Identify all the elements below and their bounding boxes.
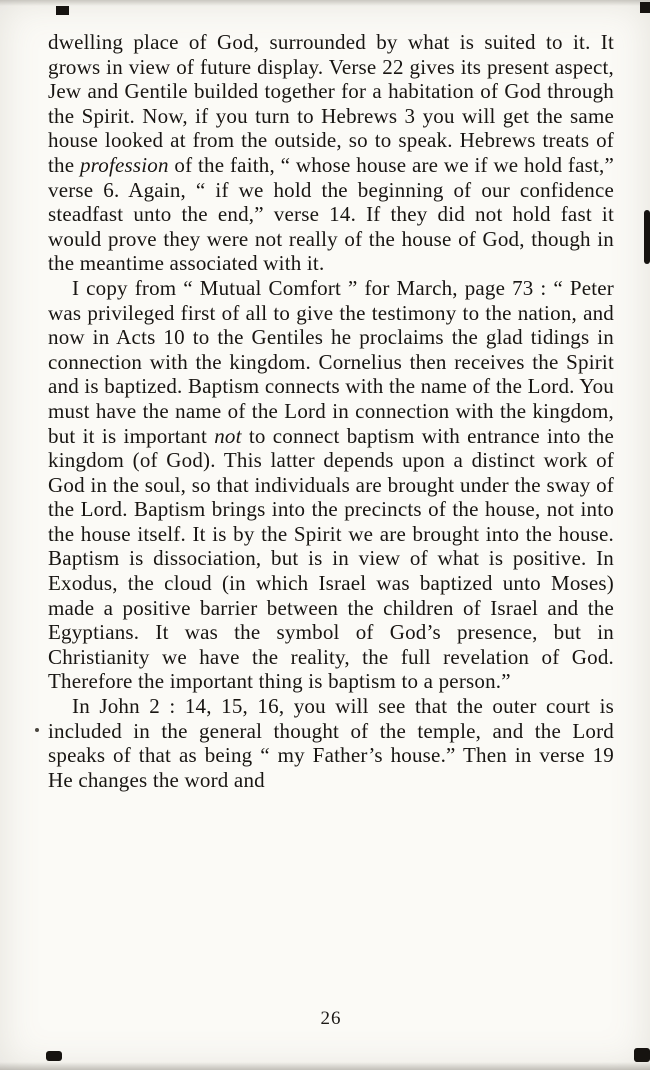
- body-text: to connect baptism with entrance into the kingdom (of God). This latter depends upon a distinct work of God in the soul, so that individuals are brought under the sway of the Lord. Baptism brings into the precincts of the house, not into the house itself. It is by the Spirit we are brought into the house. Baptism is dissociation, but is in view of what is positive. In Exodus, the cloud (in which Israel was baptized unto Moses) made a positive barrier between the children of Israel and the Egyptians. It was the symbol of God’s presence, but in Christianity we have the reality, the full revelation of God. Therefore the important thing is baptism to a person.”: [48, 423, 614, 694]
- scan-artifact-top-left: [56, 6, 69, 15]
- scan-artifact-top-right: [640, 2, 650, 13]
- scan-artifact-right-edge: [644, 210, 650, 264]
- emphasized-text: not: [214, 423, 242, 448]
- paragraph: [48, 30, 614, 276]
- paragraph: [48, 276, 614, 694]
- body-text: In John 2 : 14, 15, 16, you will see that the outer court is included in the general thought of the temple, and the Lord speaks of that as being “ my Father’s house.” Then in verse 19 He changes the word and: [48, 694, 614, 792]
- page-number: 26: [320, 1008, 342, 1029]
- scan-artifact-margin-dot: [35, 728, 39, 732]
- scan-edge-shading-bottom: [0, 1062, 650, 1070]
- paragraph: [48, 694, 614, 792]
- scan-artifact-bottom-left: [46, 1051, 62, 1061]
- scan-artifact-bottom-right: [634, 1048, 650, 1062]
- body-text: I copy from “ Mutual Comfort ” for March, page 73 : “ Peter was privileged first of all to give the testimony to the nation, and now in Acts 10 to the Gentiles he proclaims the glad tidings in connection with the kingdom. Cornelius then receives the Spirit and is baptized. Baptism connects with the name of the Lord. You must have the name of the Lord in connection with the kingdom, but it is important: [48, 275, 614, 448]
- body-text: of the faith, “ whose house are we if we hold fast,” verse 6. Again, “ if we hold the beginning of our confidence steadfast unto the end,” verse 14. If they did not hold fast it would prove they were not really of the house of God, though in the meantime associated with it.: [48, 152, 614, 276]
- emphasized-text: profession: [79, 152, 169, 177]
- scan-edge-shading-top: [0, 0, 650, 6]
- body-text: dwelling place of God, surrounded by what is suited to it. It grows in view of future display. Verse 22 gives its present aspect, Jew and Gentile builded together for a habitation of God through the Spirit. Now, if you turn to Hebrews 3 you will get the same house looked at from the outside, so to speak. Hebrews treats of the: [48, 30, 614, 177]
- page-text: [48, 30, 614, 792]
